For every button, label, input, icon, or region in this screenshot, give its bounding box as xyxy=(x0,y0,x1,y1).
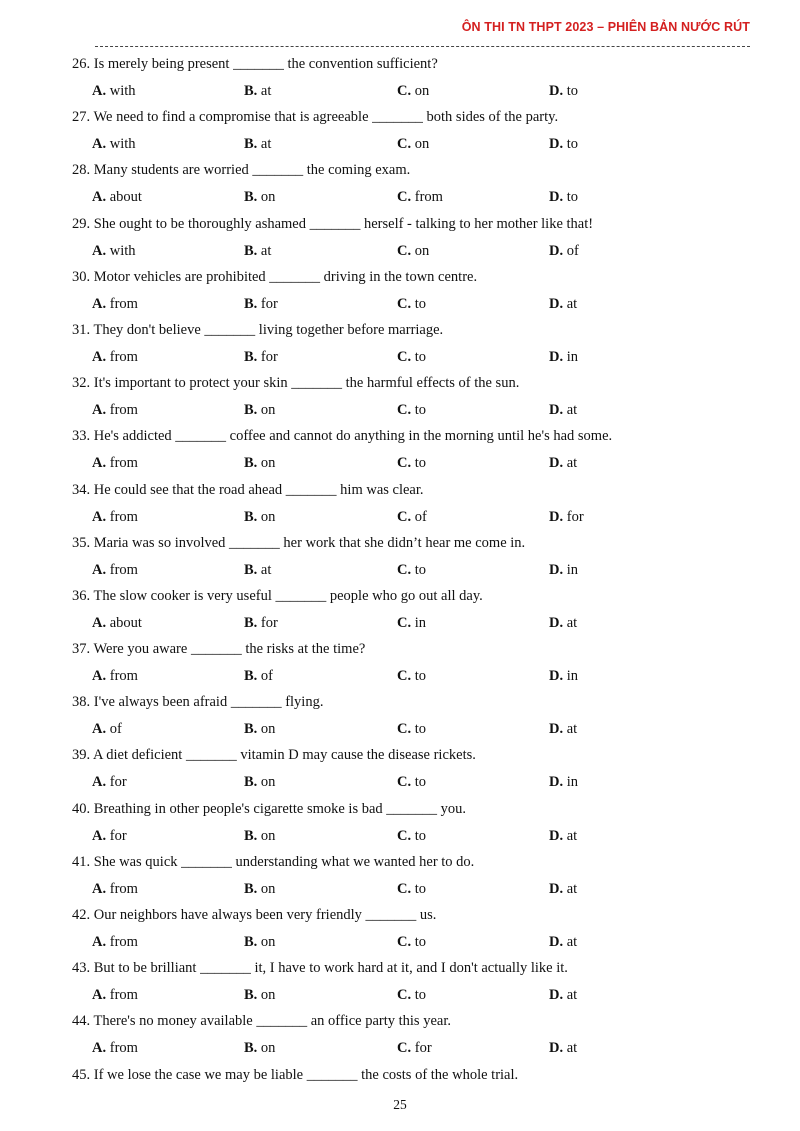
option-text: for xyxy=(414,1040,432,1057)
option-b xyxy=(244,773,275,791)
option-letter: D. xyxy=(549,668,564,685)
option-text: in xyxy=(566,774,579,791)
option-d xyxy=(549,401,577,419)
option-letter: D. xyxy=(549,1040,564,1057)
option-c xyxy=(397,508,427,526)
option-c xyxy=(397,242,429,260)
option-text: to xyxy=(414,934,427,950)
option-letter: A. xyxy=(92,136,107,153)
option-text: in xyxy=(566,561,579,578)
question-text: 41. She was quick _______ understanding what we wanted her to do. xyxy=(72,853,475,870)
option-letter: D. xyxy=(549,880,564,897)
option-letter: A. xyxy=(92,295,107,312)
option-text: at xyxy=(566,1040,578,1057)
option-letter: B. xyxy=(244,614,258,631)
option-b xyxy=(244,561,271,579)
option-letter: A. xyxy=(92,402,107,419)
option-letter: C. xyxy=(397,295,412,312)
option-letter: C. xyxy=(397,136,412,153)
option-text: on xyxy=(414,242,430,259)
question-item xyxy=(72,906,762,959)
option-c xyxy=(397,827,426,845)
option-letter: C. xyxy=(397,348,412,365)
option-letter: B. xyxy=(244,668,258,685)
option-a xyxy=(92,135,136,153)
option-b xyxy=(244,1039,275,1057)
option-letter: A. xyxy=(92,774,107,791)
option-c xyxy=(397,933,426,951)
option-b xyxy=(244,986,275,1004)
option-text: to xyxy=(414,721,427,738)
option-letter: A. xyxy=(92,721,107,738)
option-b xyxy=(244,295,278,313)
question-text: 36. The slow cooker is very useful _______ people who go out all day. xyxy=(72,587,483,604)
option-letter: B. xyxy=(244,987,258,1004)
question-item xyxy=(72,534,762,587)
option-text: in xyxy=(414,614,427,631)
option-letter: D. xyxy=(549,348,564,365)
option-letter: C. xyxy=(397,83,412,99)
question-item xyxy=(72,108,762,161)
option-text: on xyxy=(260,721,276,738)
option-letter: A. xyxy=(92,189,107,206)
option-a xyxy=(92,827,127,845)
option-text: for xyxy=(109,774,127,791)
option-text: of xyxy=(414,508,427,525)
option-text: on xyxy=(260,455,276,472)
option-b xyxy=(244,135,271,153)
option-letter: C. xyxy=(397,774,412,791)
option-c xyxy=(397,720,426,738)
option-text: for xyxy=(260,614,278,631)
option-a xyxy=(92,295,138,313)
option-d xyxy=(549,773,578,791)
question-item xyxy=(72,853,762,906)
option-a xyxy=(92,773,127,791)
option-c xyxy=(397,295,426,313)
option-text: from xyxy=(109,455,138,472)
option-text: with xyxy=(109,242,136,259)
question-text: 38. I've always been afraid _______ flying. xyxy=(72,694,324,711)
option-letter: B. xyxy=(244,934,258,950)
option-letter: B. xyxy=(244,455,258,472)
question-text: 33. He's addicted _______ coffee and cannot do anything in the morning until he's had some. xyxy=(72,428,613,445)
option-letter: D. xyxy=(549,83,564,99)
option-letter: A. xyxy=(92,934,107,950)
option-text: to xyxy=(414,295,427,312)
option-letter: B. xyxy=(244,561,258,578)
option-a xyxy=(92,401,138,419)
option-d xyxy=(549,880,577,898)
question-text: 27. We need to find a compromise that is agreeable _______ both sides of the party. xyxy=(72,109,559,126)
question-item xyxy=(72,800,762,853)
option-a xyxy=(92,667,138,685)
option-d xyxy=(549,188,578,206)
option-d xyxy=(549,135,578,153)
option-d xyxy=(549,242,579,260)
option-text: on xyxy=(260,880,276,897)
question-text: 44. There's no money available _______ an office party this year. xyxy=(72,1013,451,1030)
option-letter: C. xyxy=(397,668,412,685)
option-c xyxy=(397,1039,432,1057)
option-text: on xyxy=(260,987,276,1004)
option-text: of xyxy=(260,668,274,685)
option-a xyxy=(92,508,138,526)
question-list xyxy=(72,55,762,1119)
option-text: from xyxy=(109,934,138,950)
question-text: 28. Many students are worried _______ the coming exam. xyxy=(72,162,411,179)
option-text: to xyxy=(566,189,579,206)
question-item xyxy=(72,427,762,480)
question-item xyxy=(72,587,762,640)
option-c xyxy=(397,773,426,791)
option-b xyxy=(244,401,275,419)
option-text: with xyxy=(109,83,136,99)
option-c xyxy=(397,401,426,419)
option-letter: C. xyxy=(397,189,412,206)
option-letter: A. xyxy=(92,668,107,685)
option-text: at xyxy=(566,614,578,631)
option-b xyxy=(244,242,271,260)
option-letter: D. xyxy=(549,295,564,312)
option-text: at xyxy=(566,827,578,844)
option-letter: D. xyxy=(549,827,564,844)
question-text: 40. Breathing in other people's cigarette smoke is bad _______ you. xyxy=(72,800,467,817)
option-a xyxy=(92,933,138,951)
option-d xyxy=(549,720,577,738)
option-b xyxy=(244,348,278,366)
option-c xyxy=(397,880,426,898)
option-text: to xyxy=(414,348,427,365)
option-letter: D. xyxy=(549,136,564,153)
option-letter: A. xyxy=(92,508,107,525)
option-letter: D. xyxy=(549,455,564,472)
question-text: 43. But to be brilliant _______ it, I have to work hard at it, and I don't actually like it. xyxy=(72,960,568,977)
option-text: from xyxy=(109,402,138,419)
option-text: on xyxy=(260,827,276,844)
option-text: at xyxy=(566,455,578,472)
option-text: from xyxy=(109,668,138,685)
option-text: from xyxy=(414,189,443,206)
option-text: on xyxy=(260,189,276,206)
option-a xyxy=(92,242,136,260)
option-text: to xyxy=(414,774,427,791)
option-letter: A. xyxy=(92,83,107,99)
option-letter: C. xyxy=(397,721,412,738)
option-d xyxy=(549,614,577,632)
option-letter: D. xyxy=(549,721,564,738)
question-item xyxy=(72,215,762,268)
option-letter: D. xyxy=(549,508,564,525)
option-text: to xyxy=(566,136,579,153)
question-item xyxy=(72,746,762,799)
option-letter: A. xyxy=(92,880,107,897)
option-letter: A. xyxy=(92,561,107,578)
option-letter: D. xyxy=(549,987,564,1004)
option-text: on xyxy=(260,934,276,950)
option-c xyxy=(397,454,426,472)
question-text: 37. Were you aware _______ the risks at the time? xyxy=(72,641,366,658)
option-text: on xyxy=(260,1040,276,1057)
option-c xyxy=(397,82,429,100)
option-letter: B. xyxy=(244,295,258,312)
option-text: with xyxy=(109,136,136,153)
option-b xyxy=(244,614,278,632)
option-d xyxy=(549,827,577,845)
option-text: at xyxy=(566,295,578,312)
option-d xyxy=(549,1039,577,1057)
option-letter: C. xyxy=(397,614,412,631)
question-text: 39. A diet deficient _______ vitamin D may cause the disease rickets. xyxy=(72,747,476,764)
option-letter: D. xyxy=(549,774,564,791)
option-letter: C. xyxy=(397,402,412,419)
question-text: 42. Our neighbors have always been very friendly _______ us. xyxy=(72,907,437,923)
option-letter: D. xyxy=(549,934,564,950)
option-text: on xyxy=(260,508,276,525)
question-item xyxy=(72,161,762,214)
option-letter: B. xyxy=(244,827,258,844)
option-letter: C. xyxy=(397,987,412,1004)
option-b xyxy=(244,82,271,100)
option-a xyxy=(92,188,142,206)
option-text: in xyxy=(566,348,579,365)
option-text: for xyxy=(260,295,278,312)
option-b xyxy=(244,454,275,472)
option-letter: B. xyxy=(244,189,258,206)
option-letter: C. xyxy=(397,242,412,259)
option-c xyxy=(397,135,429,153)
question-item xyxy=(72,268,762,321)
option-text: to xyxy=(414,402,427,419)
option-text: at xyxy=(566,934,578,950)
option-a xyxy=(92,880,138,898)
option-text: of xyxy=(109,721,122,738)
option-b xyxy=(244,827,275,845)
option-letter: B. xyxy=(244,348,258,365)
option-text: at xyxy=(260,242,272,259)
option-c xyxy=(397,614,426,632)
option-text: about xyxy=(109,189,142,206)
question-text: 45. If we lose the case we may be liable _______ the costs of the whole trial. xyxy=(72,1066,519,1083)
question-item xyxy=(72,640,762,693)
option-text: at xyxy=(566,402,578,419)
option-c xyxy=(397,561,426,579)
option-text: on xyxy=(414,136,430,153)
option-letter: C. xyxy=(397,561,412,578)
question-item xyxy=(72,374,762,427)
option-text: for xyxy=(566,508,584,525)
option-a xyxy=(92,1039,138,1057)
option-letter: B. xyxy=(244,83,258,99)
option-letter: C. xyxy=(397,1040,412,1057)
option-a xyxy=(92,720,122,738)
option-text: at xyxy=(260,136,272,153)
option-b xyxy=(244,508,275,526)
option-text: to xyxy=(414,668,427,685)
option-d xyxy=(549,508,584,526)
question-text: 30. Motor vehicles are prohibited _______ driving in the town centre. xyxy=(72,268,478,285)
question-text: 35. Maria was so involved _______ her work that she didn’t hear me come in. xyxy=(72,534,526,551)
option-letter: D. xyxy=(549,614,564,631)
option-text: from xyxy=(109,295,138,312)
option-b xyxy=(244,188,275,206)
option-text: on xyxy=(414,83,430,99)
option-text: from xyxy=(109,348,138,365)
option-text: to xyxy=(566,83,579,99)
option-d xyxy=(549,933,577,951)
option-letter: C. xyxy=(397,508,412,525)
option-letter: B. xyxy=(244,242,258,259)
header-title: ÔN THI TN THPT 2023 – PHIÊN BẢN NƯỚC RÚT xyxy=(461,20,750,34)
question-item xyxy=(72,481,762,534)
option-a xyxy=(92,614,142,632)
option-d xyxy=(549,561,578,579)
option-c xyxy=(397,986,426,1004)
option-text: to xyxy=(414,827,427,844)
option-letter: B. xyxy=(244,136,258,153)
option-letter: D. xyxy=(549,242,564,259)
option-letter: B. xyxy=(244,774,258,791)
option-text: in xyxy=(566,668,579,685)
option-letter: A. xyxy=(92,1040,107,1057)
option-b xyxy=(244,880,275,898)
option-text: to xyxy=(414,880,427,897)
option-text: from xyxy=(109,561,138,578)
question-text: 26. Is merely being present _______ the convention sufficient? xyxy=(72,56,438,72)
option-letter: D. xyxy=(549,402,564,419)
option-letter: B. xyxy=(244,508,258,525)
question-text: 31. They don't believe _______ living together before marriage. xyxy=(72,321,444,338)
option-d xyxy=(549,454,577,472)
option-letter: A. xyxy=(92,348,107,365)
option-letter: A. xyxy=(92,242,107,259)
option-b xyxy=(244,933,275,951)
option-letter: A. xyxy=(92,455,107,472)
option-text: from xyxy=(109,880,138,897)
option-text: at xyxy=(260,83,272,99)
option-d xyxy=(549,986,577,1004)
option-text: to xyxy=(414,561,427,578)
option-a xyxy=(92,348,138,366)
option-b xyxy=(244,667,273,685)
option-letter: B. xyxy=(244,402,258,419)
option-c xyxy=(397,667,426,685)
option-letter: A. xyxy=(92,987,107,1004)
question-item xyxy=(72,1012,762,1065)
option-d xyxy=(549,295,577,313)
question-text: 29. She ought to be thoroughly ashamed _______ herself - talking to her mother like that! xyxy=(72,215,594,232)
option-letter: C. xyxy=(397,455,412,472)
option-text: of xyxy=(566,242,579,259)
option-letter: C. xyxy=(397,827,412,844)
option-letter: B. xyxy=(244,721,258,738)
option-c xyxy=(397,348,426,366)
option-letter: A. xyxy=(92,614,107,631)
option-text: from xyxy=(109,508,138,525)
option-text: to xyxy=(414,987,427,1004)
option-text: to xyxy=(414,455,427,472)
question-text: 34. He could see that the road ahead _______ him was clear. xyxy=(72,481,424,498)
option-text: about xyxy=(109,614,142,631)
option-text: for xyxy=(109,827,127,844)
option-d xyxy=(549,667,578,685)
header-divider xyxy=(95,46,750,47)
option-text: for xyxy=(260,348,278,365)
question-item xyxy=(72,55,762,108)
option-letter: B. xyxy=(244,880,258,897)
option-letter: D. xyxy=(549,561,564,578)
option-text: on xyxy=(260,402,276,419)
option-c xyxy=(397,188,443,206)
option-text: at xyxy=(566,721,578,738)
option-text: on xyxy=(260,774,276,791)
page-number: 25 xyxy=(393,1097,407,1112)
option-letter: C. xyxy=(397,934,412,950)
option-letter: B. xyxy=(244,1040,258,1057)
option-text: at xyxy=(566,880,578,897)
option-letter: D. xyxy=(549,189,564,206)
question-item xyxy=(72,693,762,746)
question-item xyxy=(72,321,762,374)
option-text: from xyxy=(109,1040,138,1057)
option-text: at xyxy=(566,987,578,1004)
question-text: 32. It's important to protect your skin _______ the harmful effects of the sun. xyxy=(72,375,520,392)
option-d xyxy=(549,82,578,100)
option-b xyxy=(244,720,275,738)
option-a xyxy=(92,561,138,579)
option-text: from xyxy=(109,987,138,1004)
option-letter: C. xyxy=(397,880,412,897)
option-d xyxy=(549,348,578,366)
question-item xyxy=(72,959,762,1012)
option-a xyxy=(92,82,136,100)
option-a xyxy=(92,454,138,472)
option-text: at xyxy=(260,561,272,578)
option-a xyxy=(92,986,138,1004)
option-letter: A. xyxy=(92,827,107,844)
